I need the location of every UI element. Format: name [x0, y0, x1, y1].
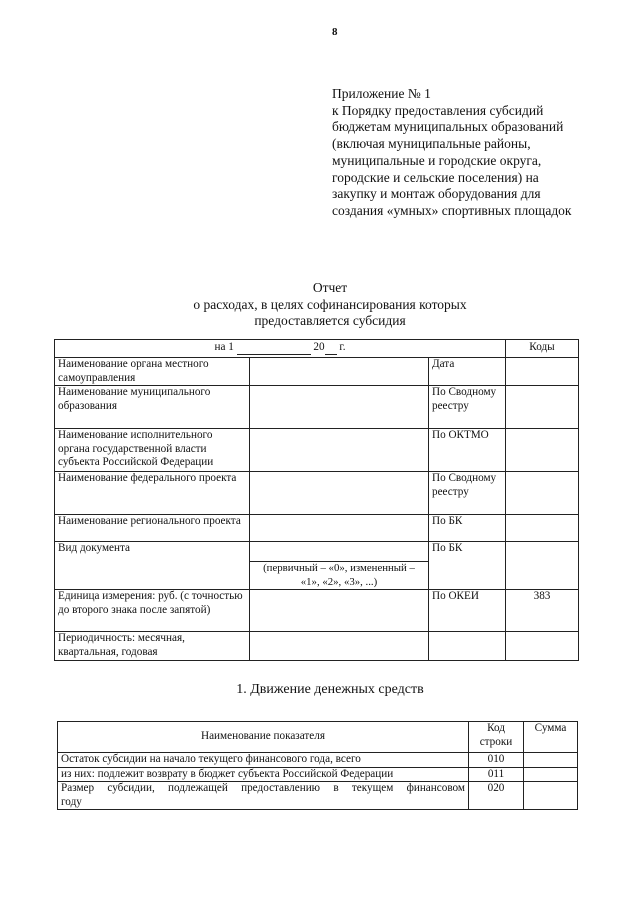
- row-value: [250, 542, 429, 562]
- date-row: [55, 340, 579, 358]
- header-sum: Сумма: [524, 722, 578, 753]
- row-code: 011: [469, 767, 524, 782]
- table-header-row: [58, 722, 578, 753]
- code-label: По БК: [429, 515, 506, 542]
- row-label: Наименование муниципального образования: [55, 386, 250, 429]
- page-number: 8: [332, 26, 338, 38]
- row-label: Наименование федерального проекта: [55, 472, 250, 515]
- row-code: 010: [469, 753, 524, 768]
- cash-flow-table: [57, 721, 578, 810]
- code-value: [506, 429, 579, 472]
- code-value: 383: [506, 590, 579, 632]
- row-value: [250, 386, 429, 429]
- report-date-cell: [55, 340, 506, 358]
- header-indicator-name: Наименование показателя: [58, 722, 469, 753]
- table-row: [55, 472, 579, 515]
- indicator-name-line1: Размер субсидии, подлежащей предоставлению в текущем финансовом: [61, 782, 465, 794]
- table-row: [55, 358, 579, 386]
- table-row: [55, 429, 579, 472]
- code-label: По ОКЕИ: [429, 590, 506, 632]
- row-label: Периодичность: месячная, квартальная, годовая: [55, 632, 250, 661]
- indicator-name: Остаток субсидии на начало текущего финансового года, всего: [58, 753, 469, 768]
- row-sum: [524, 767, 578, 782]
- row-code: 020: [469, 782, 524, 810]
- appendix-heading: Приложение № 1: [332, 86, 431, 101]
- table-row: [55, 632, 579, 661]
- table-row: [58, 753, 578, 768]
- date-suffix: г.: [339, 341, 346, 353]
- row-value: [250, 472, 429, 515]
- row-label: Единица измерения: руб. (с точностью до второго знака после запятой): [55, 590, 250, 632]
- row-value: [250, 632, 429, 661]
- code-value: [506, 358, 579, 386]
- row-value: [250, 429, 429, 472]
- section-title: 1. Движение денежных средств: [236, 682, 424, 697]
- codes-header: Коды: [506, 340, 579, 358]
- code-label: Дата: [429, 358, 506, 386]
- row-value: [250, 590, 429, 632]
- report-title-block: [120, 280, 540, 330]
- report-requisites-table: [54, 339, 579, 661]
- appendix-text: к Порядку предоставления субсидий бюджетам муниципальных образований (включая муниципальные районы, муниципальные и городские округа, городские и сельские поселения) на закупку и монтаж оборудования для создания «умных» спортивных площадок: [332, 102, 572, 218]
- row-label: Наименование исполнительного органа государственной власти субъекта Российской Федерации: [55, 429, 250, 472]
- header-row-code: Код строки: [469, 722, 524, 753]
- date-year: 20: [313, 341, 325, 353]
- day-month-blank: [237, 354, 311, 355]
- code-label: [429, 632, 506, 661]
- report-subtitle-line2: предоставляется субсидия: [254, 313, 406, 328]
- date-prefix: на 1: [214, 341, 234, 353]
- code-value: [506, 542, 579, 590]
- code-label: По ОКТМО: [429, 429, 506, 472]
- table-row: [55, 542, 579, 562]
- row-label: Вид документа: [55, 542, 250, 590]
- indicator-name: из них: подлежит возврату в бюджет субъекта Российской Федерации: [58, 767, 469, 782]
- year-blank: [325, 354, 337, 355]
- code-value: [506, 515, 579, 542]
- table-row: [55, 590, 579, 632]
- code-label: По БК: [429, 542, 506, 590]
- report-title: Отчет: [312, 280, 348, 295]
- row-sum: [524, 753, 578, 768]
- row-value: [250, 515, 429, 542]
- report-subtitle-line1: о расходах, в целях софинансирования которых: [193, 296, 467, 312]
- document-type-note: (первичный – «0», измененный – «1», «2», «3», ...): [250, 562, 429, 590]
- code-value: [506, 386, 579, 429]
- table-row: [55, 515, 579, 542]
- row-sum: [524, 782, 578, 810]
- table-row: [55, 386, 579, 429]
- code-label: По Сводному реестру: [429, 472, 506, 515]
- row-label: Наименование регионального проекта: [55, 515, 250, 542]
- code-value: [506, 632, 579, 661]
- table-row: [58, 767, 578, 782]
- table-row: [58, 782, 578, 810]
- code-value: [506, 472, 579, 515]
- row-value: [250, 358, 429, 386]
- indicator-name-line2: году: [61, 795, 82, 808]
- row-label: Наименование органа местного самоуправления: [55, 358, 250, 386]
- indicator-name: [58, 782, 469, 810]
- appendix-block: [332, 86, 572, 220]
- code-label: По Сводному реестру: [429, 386, 506, 429]
